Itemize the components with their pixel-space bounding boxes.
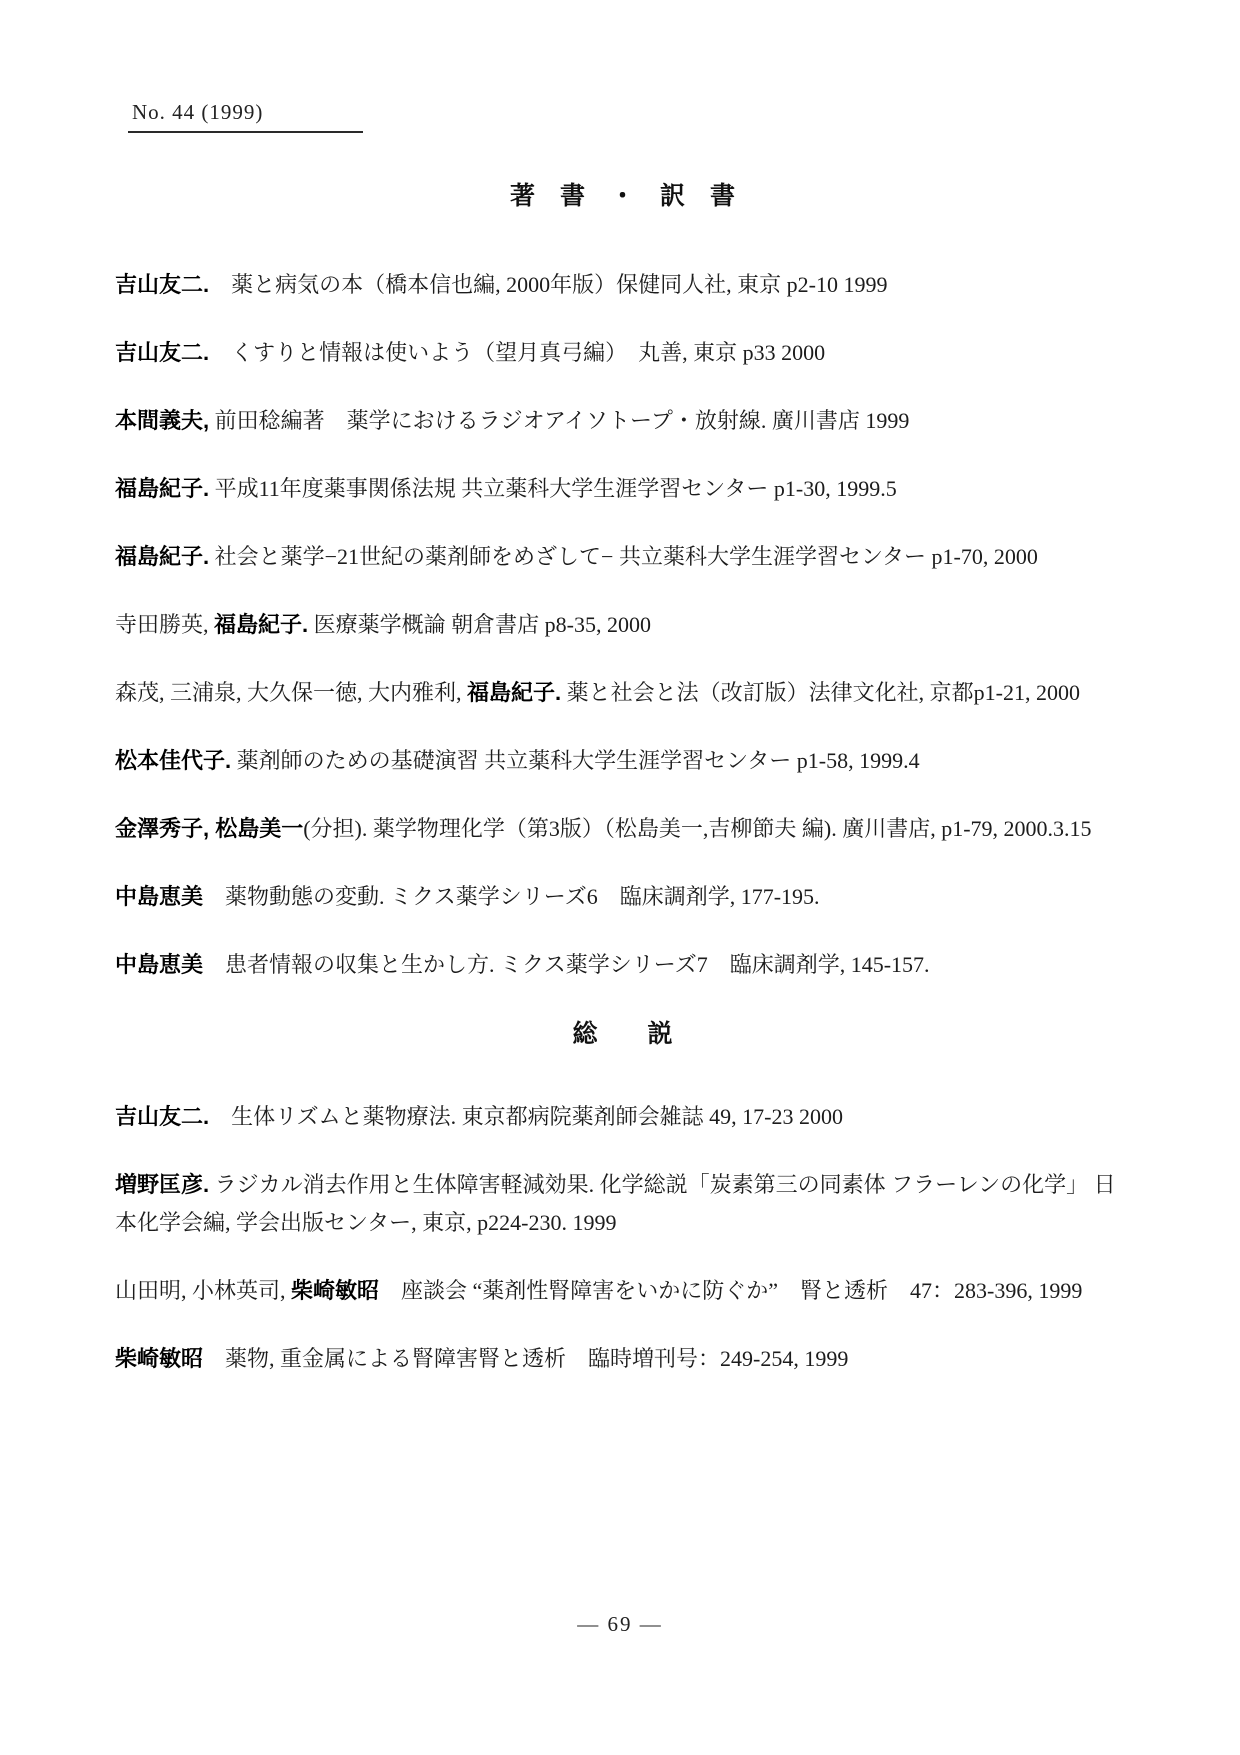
author-name: 吉山友二. xyxy=(115,1104,210,1129)
bib-entry xyxy=(115,538,1130,576)
bib-entry xyxy=(115,946,1130,984)
bib-entry xyxy=(115,1098,1130,1136)
entry-text: (分担). 薬学物理化学（第3版）（松島美一,吉柳節夫 編). 廣川書店, p1-79, 2000.3.15 xyxy=(303,816,1092,841)
author-name: 福島紀子. xyxy=(115,544,210,569)
section-heading-reviews: 総 説 xyxy=(572,1020,673,1048)
page-number: — 69 — xyxy=(577,1612,663,1636)
entry-text: 患者情報の収集と生かし方. ミクス薬学シリーズ7 臨床調剤学, 145-157. xyxy=(203,952,930,977)
author-name: 中島恵美 xyxy=(115,952,204,977)
bib-entry xyxy=(115,878,1130,916)
entry-text: 薬と社会と法（改訂版）法律文化社, 京都p1-21, 2000 xyxy=(561,680,1080,705)
author-name: 松本佳代子. xyxy=(115,748,232,773)
bib-entry xyxy=(115,742,1130,780)
author-name: 福島紀子. xyxy=(115,476,210,501)
author-name: 金澤秀子, 松島美一 xyxy=(115,816,304,841)
entry-text: 薬剤師のための基礎演習 共立薬科大学生涯学習センター p1-58, 1999.4 xyxy=(231,748,920,773)
entry-text: 座談会 “薬剤性腎障害をいかに防ぐか” 腎と透析 47：283-396, 1999 xyxy=(379,1278,1083,1303)
coauthor-names: 山田明, 小林英司, xyxy=(115,1278,292,1303)
author-name: 福島紀子. xyxy=(214,612,309,637)
bib-entry xyxy=(115,266,1130,304)
author-name: 福島紀子. xyxy=(467,680,562,705)
section-heading-books-translations: 著 書 ・ 訳 書 xyxy=(509,182,735,210)
author-name: 柴崎敏昭 xyxy=(115,1346,204,1371)
author-name: 柴崎敏昭 xyxy=(291,1278,380,1303)
entry-text: 社会と薬学−21世紀の薬剤師をめざして− 共立薬科大学生涯学習センター p1-70, 2000 xyxy=(209,544,1038,569)
bib-entry xyxy=(115,1272,1130,1310)
bib-entry xyxy=(115,1340,1130,1378)
author-name: 吉山友二. xyxy=(115,340,210,365)
bib-entry xyxy=(115,402,1130,440)
entry-text: 平成11年度薬事関係法規 共立薬科大学生涯学習センター p1-30, 1999.5 xyxy=(209,476,897,501)
coauthor-names: 寺田勝英, xyxy=(115,612,215,637)
issue-number-label: No. 44 (1999) xyxy=(128,100,363,133)
entry-text: 薬と病気の本（橋本信也編, 2000年版）保健同人社, 東京 p2-10 1999 xyxy=(209,272,888,297)
bib-entry xyxy=(115,334,1130,372)
bibliography-content xyxy=(115,176,1130,1408)
bib-entry xyxy=(115,470,1130,508)
entry-text: 前田稔編著 薬学におけるラジオアイソトープ・放射線. 廣川書店 1999 xyxy=(209,408,910,433)
bib-entry xyxy=(115,606,1130,644)
entry-text: ラジカル消去作用と生体障害軽減効果. 化学総説「炭素第三の同素体 フラーレンの化学」 日本化学会編, 学会出版センター, 東京, p224-230. 1999 xyxy=(115,1172,1116,1235)
bib-entry xyxy=(115,1166,1130,1242)
entry-text: くすりと情報は使いよう（望月真弓編） 丸善, 東京 p33 2000 xyxy=(209,340,826,365)
entry-text: 薬物, 重金属による腎障害腎と透析 臨時増刊号：249-254, 1999 xyxy=(203,1346,849,1371)
entry-text: 薬物動態の変動. ミクス薬学シリーズ6 臨床調剤学, 177-195. xyxy=(203,884,820,909)
author-name: 吉山友二. xyxy=(115,272,210,297)
author-name: 本間義夫, xyxy=(115,408,210,433)
author-name: 増野匡彦. xyxy=(115,1172,210,1197)
bib-entry xyxy=(115,810,1130,848)
entry-text: 生体リズムと薬物療法. 東京都病院薬剤師会雑誌 49, 17-23 2000 xyxy=(209,1104,844,1129)
author-name: 中島恵美 xyxy=(115,884,204,909)
entry-text: 医療薬学概論 朝倉書店 p8-35, 2000 xyxy=(308,612,651,637)
bib-entry xyxy=(115,674,1130,712)
coauthor-names: 森茂, 三浦泉, 大久保一徳, 大内雅利, xyxy=(115,680,468,705)
